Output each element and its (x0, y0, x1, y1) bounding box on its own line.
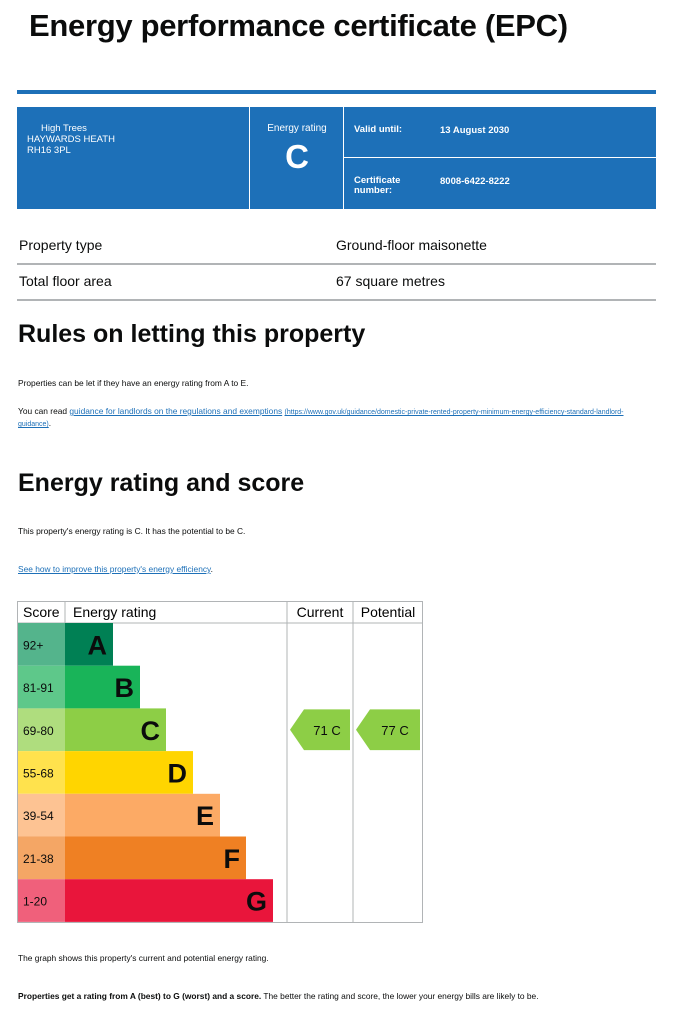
energy-score-heading: Energy rating and score (18, 469, 305, 497)
band-bar-g (65, 879, 273, 922)
current-column-header: Current (296, 604, 344, 620)
rating-bands (18, 623, 273, 922)
floor-area-row (17, 263, 656, 301)
improve-efficiency-paragraph (18, 564, 213, 574)
band-score-range: 69-80 (23, 723, 54, 738)
band-score-range: 81-91 (23, 681, 54, 696)
band-score-range: 92+ (23, 638, 44, 653)
guidance-url[interactable]: (https://www.gov.uk/guidance/domestic-private-rented-property-minimum-energy-efficiency-standard-landlord-guidance) (18, 409, 624, 428)
band-score-range: 21-38 (23, 851, 54, 866)
title-rule (17, 90, 656, 94)
valid-until-value: 13 August 2030 (440, 125, 510, 136)
floor-area-label: Total floor area (19, 273, 112, 289)
potential-rating-marker-label: 77 C (381, 722, 409, 738)
energy-rating-summary: This property's energy rating is C. It has the potential to be C. (18, 526, 246, 536)
band-score-range: 39-54 (23, 809, 54, 824)
band-letter: G (245, 886, 267, 917)
improve-link-suffix: . (210, 564, 213, 574)
band-letter: E (195, 801, 214, 832)
rules-paragraph: Properties can be let if they have an energy rating from A to E. (18, 378, 249, 388)
band-letter: B (114, 673, 134, 704)
improve-efficiency-link[interactable]: See how to improve this property's energy efficiency (18, 564, 211, 574)
address-line-3: RH16 3PL (27, 145, 71, 156)
banner-divider (343, 107, 344, 209)
page-title: Energy performance certificate (EPC) (29, 8, 568, 43)
band-letter: D (167, 758, 187, 789)
valid-until-label: Valid until: (354, 124, 403, 135)
rating-explanation (18, 991, 539, 1001)
certificate-number-label (354, 176, 400, 196)
property-type-value: Ground-floor maisonette (336, 237, 487, 253)
band-bar-f (65, 837, 246, 880)
property-type-row (17, 227, 656, 265)
band-letter: A (87, 630, 107, 661)
band-score-range: 55-68 (23, 766, 54, 781)
rules-guidance-paragraph (18, 406, 648, 430)
energy-rating-chart (17, 601, 423, 923)
energy-rating-label: Energy rating (267, 123, 327, 134)
rating-markers (290, 709, 420, 750)
band-letter: F (223, 843, 240, 874)
guidance-link[interactable]: guidance for landlords on the regulations and exemptions (69, 406, 283, 416)
potential-column-header: Potential (360, 604, 416, 620)
certificate-label-line-2: number: (354, 185, 392, 196)
current-rating-marker-label: 71 C (313, 722, 341, 738)
epc-summary-banner (17, 107, 656, 209)
certificate-number-value: 8008-6422-8222 (440, 176, 510, 187)
floor-area-value: 67 square metres (336, 273, 445, 289)
rating-column-header: Energy rating (73, 604, 157, 620)
rating-explanation-rest: The better the rating and score, the lower your energy bills are likely to be. (261, 991, 539, 1001)
guidance-prefix: You can read (18, 406, 70, 416)
graph-explanation: The graph shows this property's current and potential energy rating. (18, 953, 269, 963)
address-line-2: HAYWARDS HEATH (27, 134, 115, 145)
guidance-suffix: . (48, 418, 52, 428)
address-line-1: High Trees (41, 123, 87, 134)
rating-explanation-bold: Properties get a rating from A (best) to G (worst) and a score. (18, 991, 262, 1001)
score-column-header: Score (23, 604, 60, 620)
rules-heading: Rules on letting this property (18, 320, 366, 348)
energy-rating-value: C (285, 138, 309, 175)
certificate-label-line-1: Certificate (354, 175, 401, 186)
property-type-label: Property type (19, 237, 103, 253)
property-address (27, 123, 115, 156)
band-score-range: 1-20 (23, 894, 48, 909)
banner-row-divider (343, 157, 656, 158)
band-letter: C (140, 715, 160, 746)
